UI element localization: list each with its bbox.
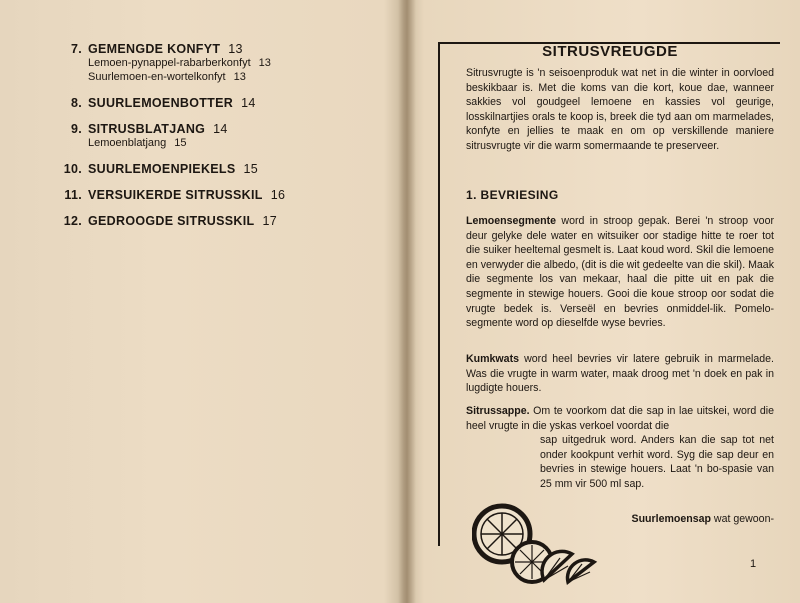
- paragraph-text: word heel bevries vir latere gebruik in marmelade. Was die vrugte in warm water, maak droog met 'n doek en pak in lugdigte houers.: [466, 353, 774, 395]
- toc-number: 7.: [70, 42, 82, 56]
- toc-number: 9.: [70, 122, 82, 136]
- toc-subpage: 13: [258, 57, 271, 69]
- term-suurlemoensap: Suurlemoensap: [631, 513, 711, 525]
- toc-subtitle: Lemoen-pynappel-rabarberkonfyt: [88, 57, 251, 69]
- toc-entry: [60, 42, 380, 84]
- table-of-contents: [60, 42, 380, 240]
- paragraph-sitrussappe-continued: sap uitgedruk word. Anders kan die sap tot net onder kookpunt verhit word. Syg die sap deur en bevries in stewige houers. Laat 'n bo-spasie van 25 mm vir 500 ml sap.: [540, 434, 774, 490]
- toc-title: SUURLEMOENBOTTER: [88, 96, 234, 110]
- toc-heading: [60, 188, 380, 202]
- paragraph-text: Om te voorkom dat die sap in lae uitskei, word die heel vrugte in die yskas verkoel voordat die: [466, 405, 774, 432]
- toc-entry: [60, 188, 380, 202]
- toc-entry: [60, 214, 380, 228]
- toc-title: GEDROOGDE SITRUSSKIL: [88, 214, 255, 228]
- toc-page: 15: [243, 162, 258, 176]
- toc-number: 12.: [63, 214, 82, 228]
- toc-page: 13: [228, 42, 243, 56]
- toc-heading: [60, 214, 380, 228]
- intro-paragraph: Sitrusvrugte is 'n seisoenproduk wat net in die winter in oorvloed beskikbaar is. Met die koms van die kort, koue dae, wanneer sakkies vol goudgeel lemoene en kassies vol geurige, losskilnartjies orals te koop is, breek die tyd aan om marmelades, konfyte en jellies te maak en om op verskillende maniere sitrusvrugte vir die warm somermaande te preserveer.: [466, 67, 774, 152]
- toc-entry: [60, 122, 380, 150]
- toc-title: GEMENGDE KONFYT: [88, 42, 221, 56]
- toc-entry: [60, 96, 380, 110]
- toc-subpage: 15: [174, 137, 187, 149]
- toc-heading: [60, 162, 380, 176]
- paragraph-kumkwats: [466, 352, 774, 396]
- toc-heading: [60, 122, 380, 136]
- toc-heading: [60, 42, 380, 56]
- term-lemoensegmente: Lemoensegmente: [466, 215, 557, 227]
- paragraph-sitrussappe: [466, 404, 774, 433]
- paragraph-lemoensegmente: [466, 214, 774, 331]
- toc-subentry: [88, 136, 380, 150]
- paragraph-text: word in stroop gepak. Berei 'n stroop voor deur gelyke dele water en witsuiker oor stadige hitte te roer tot die suiker heeltemal gesmelt is. Laat koud word. Skil die lemoene en verwyder die albedo, (dit is die wit gedeelte van die skil). Maak die segmente los van mekaar, haal die pitte uit en pak die segmente in stewige houers. Gooi die koue stroop oor sodat die vrugte bedek is. Verseël en bevries onmiddel-lik. Pomelo-segmente word op dieselfde wyse bevries.: [466, 215, 774, 330]
- toc-subentry: [88, 56, 380, 70]
- toc-title: SITRUSBLATJANG: [88, 122, 206, 136]
- section-heading: 1. BEVRIESING: [466, 188, 559, 202]
- term-sitrussappe: Sitrussappe.: [466, 405, 530, 417]
- toc-page: 17: [262, 214, 277, 228]
- toc-subtitle: Suurlemoen-en-wortelkonfyt: [88, 71, 226, 83]
- toc-number: 11.: [64, 188, 82, 202]
- toc-subentry: [88, 70, 380, 84]
- paragraph-text: wat gewoon-: [710, 513, 774, 525]
- article-title: SITRUSVREUGDE: [542, 43, 678, 60]
- toc-page: 16: [270, 188, 286, 202]
- term-kumkwats: Kumkwats: [466, 353, 519, 365]
- toc-subtitle: Lemoenblatjang: [88, 137, 167, 149]
- right-page: [412, 0, 800, 603]
- citrus-slices-icon: [472, 492, 612, 592]
- toc-number: 8.: [70, 96, 82, 110]
- toc-entry: [60, 162, 380, 176]
- toc-page: 14: [241, 96, 256, 110]
- toc-number: 10.: [63, 162, 82, 176]
- toc-heading: [60, 96, 380, 110]
- toc-title: VERSUIKERDE SITRUSSKIL: [88, 188, 263, 202]
- toc-title: SUURLEMOENPIEKELS: [88, 162, 236, 176]
- toc-subpage: 13: [233, 71, 246, 83]
- toc-page: 14: [213, 122, 228, 136]
- article-frame: [438, 42, 780, 546]
- page-number: 1: [750, 558, 757, 570]
